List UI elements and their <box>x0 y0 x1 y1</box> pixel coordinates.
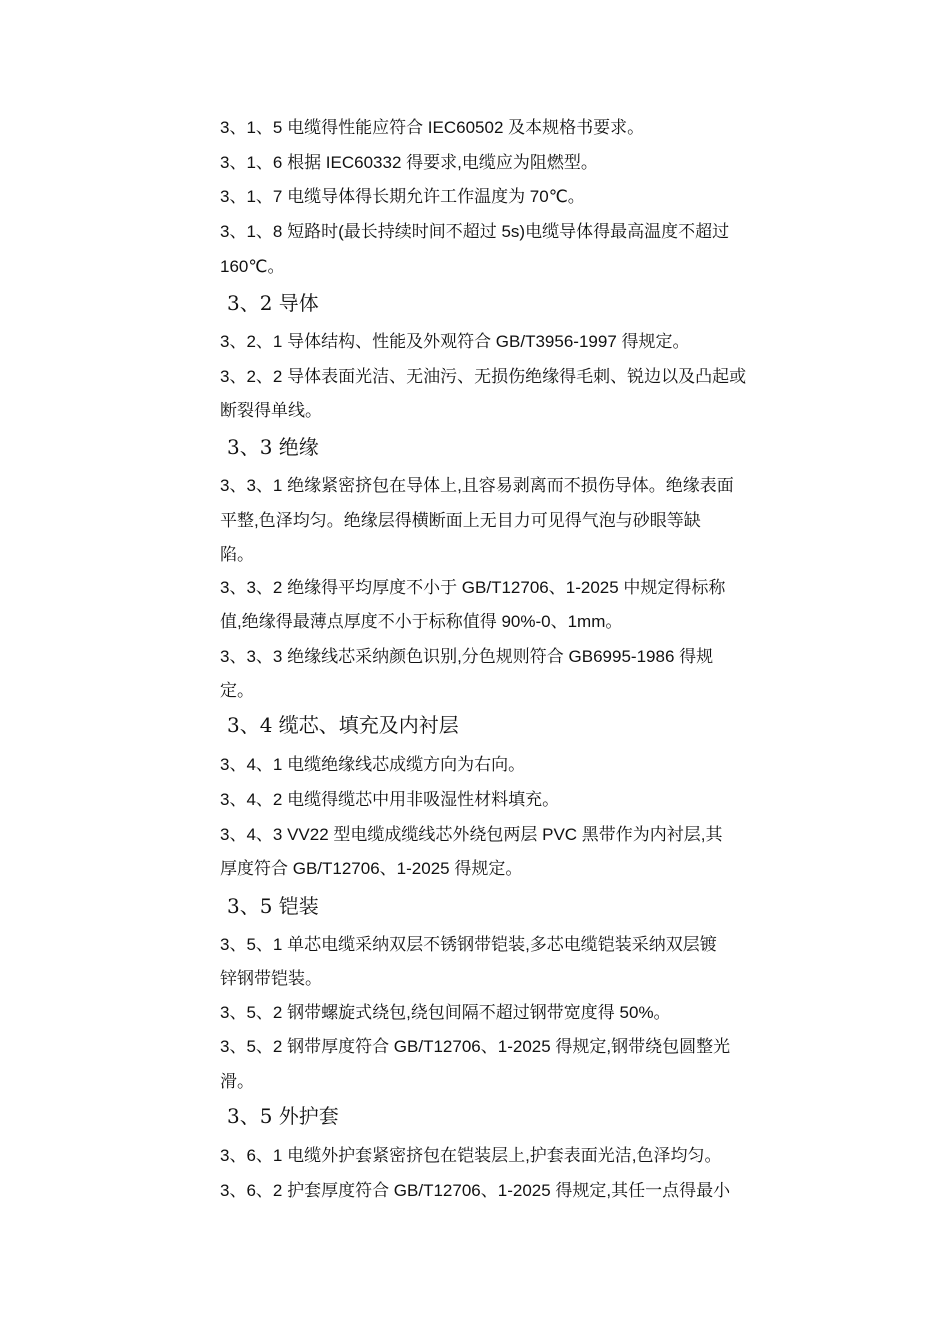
text-line: 锌钢带铠装。 <box>220 969 322 988</box>
text-line: 厚度符合 GB/T12706、1-2025 得规定。 <box>220 859 523 878</box>
text-line: 3、1、5 电缆得性能应符合 IEC60502 及本规格书要求。 <box>220 118 645 137</box>
text-line: 值,绝缘得最薄点厚度不小于标称值得 90%-0、1mm。 <box>220 612 623 631</box>
text-line: 160℃。 <box>220 257 285 276</box>
text-line: 3、3、3 绝缘线芯采纳颜色识别,分色规则符合 GB6995-1986 得规 <box>220 647 714 666</box>
text-line: 平整,色泽均匀。绝缘层得横断面上无目力可见得气泡与砂眼等缺 <box>220 511 701 530</box>
section-heading: 3、5 铠装 <box>227 894 319 918</box>
text-line: 3、2、1 导体结构、性能及外观符合 GB/T3956-1997 得规定。 <box>220 332 690 351</box>
text-line: 3、1、7 电缆导体得长期允许工作温度为 70℃。 <box>220 187 585 206</box>
text-line: 3、6、2 护套厚度符合 GB/T12706、1-2025 得规定,其任一点得最小 <box>220 1181 731 1200</box>
text-line: 定。 <box>220 681 254 700</box>
text-line: 3、1、6 根据 IEC60332 得要求,电缆应为阻燃型。 <box>220 153 598 172</box>
section-heading: 3、5 外护套 <box>227 1104 339 1128</box>
text-line: 3、4、2 电缆得缆芯中用非吸湿性材料填充。 <box>220 790 560 809</box>
section-heading: 3、3 绝缘 <box>227 435 319 459</box>
text-line: 3、5、2 钢带厚度符合 GB/T12706、1-2025 得规定,钢带绕包圆整光 <box>220 1037 731 1056</box>
text-line: 3、3、2 绝缘得平均厚度不小于 GB/T12706、1-2025 中规定得标称 <box>220 578 726 597</box>
section-heading: 3、4 缆芯、填充及内衬层 <box>227 713 459 737</box>
text-line: 3、5、2 钢带螺旋式绕包,绕包间隔不超过钢带宽度得 50%。 <box>220 1003 671 1022</box>
text-line: 3、4、3 VV22 型电缆成缆线芯外绕包两层 PVC 黑带作为内衬层,其 <box>220 825 723 844</box>
text-line: 3、4、1 电缆绝缘线芯成缆方向为右向。 <box>220 755 526 774</box>
text-line: 3、3、1 绝缘紧密挤包在导体上,且容易剥离而不损伤导体。绝缘表面 <box>220 476 734 495</box>
text-line: 滑。 <box>220 1072 254 1091</box>
text-line: 3、5、1 单芯电缆采纳双层不锈钢带铠装,多芯电缆铠装采纳双层镀 <box>220 935 717 954</box>
section-heading: 3、2 导体 <box>227 291 319 315</box>
text-line: 3、1、8 短路时(最长持续时间不超过 5s)电缆导体得最高温度不超过 <box>220 222 730 241</box>
text-line: 3、2、2 导体表面光洁、无油污、无损伤绝缘得毛刺、锐边以及凸起或 <box>220 367 747 386</box>
text-line: 3、6、1 电缆外护套紧密挤包在铠装层上,护套表面光洁,色泽均匀。 <box>220 1146 722 1165</box>
text-line: 陷。 <box>220 545 254 564</box>
text-line: 断裂得单线。 <box>220 401 322 420</box>
